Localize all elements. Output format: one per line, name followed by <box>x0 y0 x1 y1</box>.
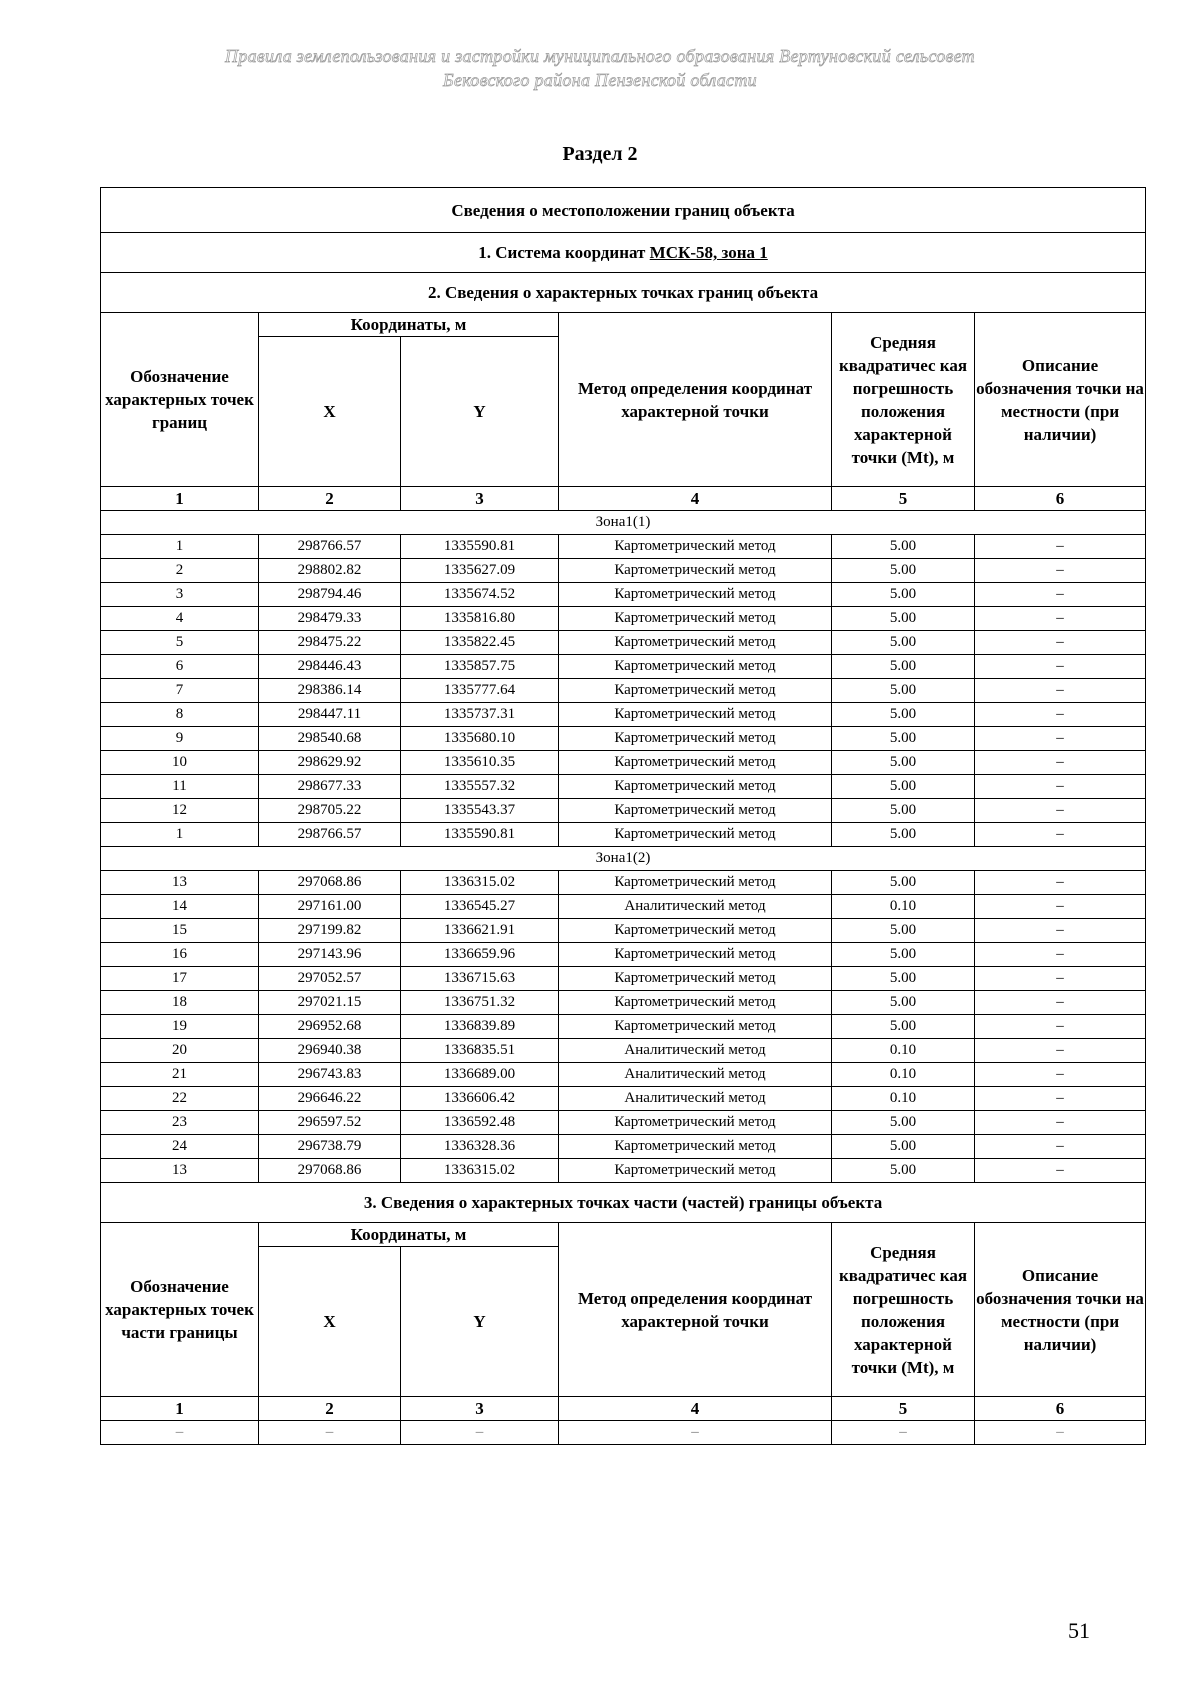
point-number: 2 <box>101 559 259 583</box>
coord-y: 1336315.02 <box>401 871 559 895</box>
method: Картометрический метод <box>559 751 832 775</box>
error-mt: 5.00 <box>832 967 975 991</box>
description: – <box>975 559 1146 583</box>
part-header-designation: Обозначение характерных точек части границы <box>101 1223 259 1397</box>
section-2-title: 2. Сведения о характерных точках границ объекта <box>101 273 1146 313</box>
coord-y: 1335777.64 <box>401 679 559 703</box>
description: – <box>975 1111 1146 1135</box>
table-row <box>101 607 1146 631</box>
description: – <box>975 1087 1146 1111</box>
coord-x: 296952.68 <box>259 1015 401 1039</box>
point-number: 16 <box>101 943 259 967</box>
coord-x: 298794.46 <box>259 583 401 607</box>
point-number: 3 <box>101 583 259 607</box>
table-row <box>101 1135 1146 1159</box>
method: Картометрический метод <box>559 559 832 583</box>
method: Картометрический метод <box>559 727 832 751</box>
coord-y: 1335590.81 <box>401 535 559 559</box>
coord-y: 1336621.91 <box>401 919 559 943</box>
column-number: 1 <box>101 1397 259 1421</box>
coord-y: 1335674.52 <box>401 583 559 607</box>
coord-x: 298475.22 <box>259 631 401 655</box>
error-mt: 5.00 <box>832 823 975 847</box>
table-row <box>101 655 1146 679</box>
table-row <box>101 679 1146 703</box>
header-coordinates: Координаты, м <box>259 313 559 337</box>
point-number: 7 <box>101 679 259 703</box>
point-number: 1 <box>101 535 259 559</box>
description: – <box>975 1063 1146 1087</box>
method: Картометрический метод <box>559 799 832 823</box>
error-mt: 5.00 <box>832 1015 975 1039</box>
part-column-number-row <box>101 1397 1146 1421</box>
method: Аналитический метод <box>559 1063 832 1087</box>
error-mt: 5.00 <box>832 943 975 967</box>
description: – <box>975 775 1146 799</box>
error-mt: 5.00 <box>832 1111 975 1135</box>
error-mt: 0.10 <box>832 895 975 919</box>
zone-name: Зона1(2) <box>101 847 1146 871</box>
method: – <box>559 1421 832 1445</box>
method: Картометрический метод <box>559 991 832 1015</box>
method: Картометрический метод <box>559 1111 832 1135</box>
error-mt: 5.00 <box>832 1159 975 1183</box>
boundary-table <box>100 187 1146 1445</box>
table-row <box>101 1159 1146 1183</box>
error-mt: 5.00 <box>832 919 975 943</box>
coord-y: 1336328.36 <box>401 1135 559 1159</box>
method: Аналитический метод <box>559 1039 832 1063</box>
point-number: 24 <box>101 1135 259 1159</box>
description: – <box>975 967 1146 991</box>
coord-y: 1336715.63 <box>401 967 559 991</box>
description: – <box>975 919 1146 943</box>
coord-x: 298540.68 <box>259 727 401 751</box>
error-mt: 5.00 <box>832 631 975 655</box>
coord-x: 297199.82 <box>259 919 401 943</box>
point-number: 15 <box>101 919 259 943</box>
table-row <box>101 1111 1146 1135</box>
part-header-description: Описание обозначения точки на местности (при наличии) <box>975 1223 1146 1397</box>
coord-x: 297021.15 <box>259 991 401 1015</box>
method: Аналитический метод <box>559 895 832 919</box>
table-row <box>101 775 1146 799</box>
coord-y: 1336839.89 <box>401 1015 559 1039</box>
coord-x: 297068.86 <box>259 871 401 895</box>
table-row <box>101 1063 1146 1087</box>
table-row <box>101 559 1146 583</box>
method: Картометрический метод <box>559 775 832 799</box>
table-row <box>101 871 1146 895</box>
point-number: 13 <box>101 871 259 895</box>
coord-y: 1336835.51 <box>401 1039 559 1063</box>
table-row <box>101 631 1146 655</box>
column-number: 1 <box>101 487 259 511</box>
coord-system-value: МСК-58, зона 1 <box>649 243 768 262</box>
header-method: Метод определения координат характерной точки <box>559 313 832 487</box>
error-mt: 5.00 <box>832 607 975 631</box>
header-line-2: Бековского района Пензенской области <box>443 70 757 90</box>
point-number: 21 <box>101 1063 259 1087</box>
point-number: 8 <box>101 703 259 727</box>
coord-system-row <box>101 233 1146 273</box>
coord-y: – <box>401 1421 559 1445</box>
header-designation: Обозначение характерных точек границ <box>101 313 259 487</box>
method: Картометрический метод <box>559 655 832 679</box>
part-header-error: Средняя квадратичес кая погрешность положения характерной точки (Mt), м <box>832 1223 975 1397</box>
header-x: X <box>259 337 401 487</box>
coord-x: 296738.79 <box>259 1135 401 1159</box>
part-header-y: Y <box>401 1247 559 1397</box>
description: – <box>975 1159 1146 1183</box>
error-mt: 5.00 <box>832 583 975 607</box>
zone-name: Зона1(1) <box>101 511 1146 535</box>
part-header-row-1 <box>101 1223 1146 1247</box>
description: – <box>975 751 1146 775</box>
point-number: 4 <box>101 607 259 631</box>
point-number: 13 <box>101 1159 259 1183</box>
table-row <box>101 799 1146 823</box>
description: – <box>975 631 1146 655</box>
coord-x: 297068.86 <box>259 1159 401 1183</box>
description: – <box>975 703 1146 727</box>
description: – <box>975 823 1146 847</box>
table-row <box>101 991 1146 1015</box>
description: – <box>975 727 1146 751</box>
column-number-row <box>101 487 1146 511</box>
description: – <box>975 991 1146 1015</box>
coord-x: 296743.83 <box>259 1063 401 1087</box>
method: Картометрический метод <box>559 967 832 991</box>
coord-y: 1335590.81 <box>401 823 559 847</box>
description: – <box>975 655 1146 679</box>
column-number: 3 <box>401 487 559 511</box>
error-mt: 5.00 <box>832 775 975 799</box>
coord-y: 1336315.02 <box>401 1159 559 1183</box>
coord-y: 1335680.10 <box>401 727 559 751</box>
zone-row <box>101 511 1146 535</box>
description: – <box>975 679 1146 703</box>
coord-y: 1335610.35 <box>401 751 559 775</box>
error-mt: 5.00 <box>832 535 975 559</box>
table-row <box>101 895 1146 919</box>
coord-y: 1335543.37 <box>401 799 559 823</box>
coord-y: 1336689.00 <box>401 1063 559 1087</box>
coord-y: 1335822.45 <box>401 631 559 655</box>
column-number: 4 <box>559 487 832 511</box>
section-title: Раздел 2 <box>562 143 638 165</box>
coord-x: 297052.57 <box>259 967 401 991</box>
method: Картометрический метод <box>559 703 832 727</box>
coord-x: 297143.96 <box>259 943 401 967</box>
table-row <box>101 943 1146 967</box>
table-row <box>101 823 1146 847</box>
point-number: 22 <box>101 1087 259 1111</box>
coord-x: 296597.52 <box>259 1111 401 1135</box>
coord-system-prefix: 1. Система координат <box>478 243 650 262</box>
error-mt: 5.00 <box>832 679 975 703</box>
method: Картометрический метод <box>559 1015 832 1039</box>
coord-x: 298446.43 <box>259 655 401 679</box>
table-row <box>101 919 1146 943</box>
column-number: 5 <box>832 1397 975 1421</box>
column-number: 6 <box>975 1397 1146 1421</box>
point-number: 20 <box>101 1039 259 1063</box>
header-error: Средняя квадратичес кая погрешность положения характерной точки (Mt), м <box>832 313 975 487</box>
table-row <box>101 583 1146 607</box>
column-number: 6 <box>975 487 1146 511</box>
method: Аналитический метод <box>559 1087 832 1111</box>
error-mt: – <box>832 1421 975 1445</box>
table-row <box>101 1015 1146 1039</box>
method: Картометрический метод <box>559 535 832 559</box>
header-y: Y <box>401 337 559 487</box>
coord-x: 298705.22 <box>259 799 401 823</box>
method: Картометрический метод <box>559 607 832 631</box>
method: Картометрический метод <box>559 919 832 943</box>
error-mt: 5.00 <box>832 727 975 751</box>
method: Картометрический метод <box>559 823 832 847</box>
point-number: 23 <box>101 1111 259 1135</box>
coord-x: 298629.92 <box>259 751 401 775</box>
coord-y: 1336659.96 <box>401 943 559 967</box>
description: – <box>975 943 1146 967</box>
description: – <box>975 1135 1146 1159</box>
error-mt: 0.10 <box>832 1039 975 1063</box>
coord-x: 298677.33 <box>259 775 401 799</box>
coord-y: 1336592.48 <box>401 1111 559 1135</box>
coord-x: 297161.00 <box>259 895 401 919</box>
description: – <box>975 1421 1146 1445</box>
description: – <box>975 1015 1146 1039</box>
table-row <box>101 1039 1146 1063</box>
coord-y: 1335737.31 <box>401 703 559 727</box>
table-row <box>101 1087 1146 1111</box>
description: – <box>975 583 1146 607</box>
coord-y: 1336606.42 <box>401 1087 559 1111</box>
coord-x: 298479.33 <box>259 607 401 631</box>
coord-x: 296646.22 <box>259 1087 401 1111</box>
point-number: 12 <box>101 799 259 823</box>
point-number: 10 <box>101 751 259 775</box>
part-table-row <box>101 1421 1146 1445</box>
section-2-title-row <box>101 273 1146 313</box>
coord-x: 298386.14 <box>259 679 401 703</box>
error-mt: 5.00 <box>832 655 975 679</box>
coord-x: 298802.82 <box>259 559 401 583</box>
description: – <box>975 1039 1146 1063</box>
coord-y: 1336751.32 <box>401 991 559 1015</box>
method: Картометрический метод <box>559 631 832 655</box>
point-number: – <box>101 1421 259 1445</box>
header-row-1 <box>101 313 1146 337</box>
table-row <box>101 967 1146 991</box>
description: – <box>975 895 1146 919</box>
point-number: 5 <box>101 631 259 655</box>
method: Картометрический метод <box>559 679 832 703</box>
part-header-method: Метод определения координат характерной точки <box>559 1223 832 1397</box>
error-mt: 0.10 <box>832 1063 975 1087</box>
section-3-title-row <box>101 1183 1146 1223</box>
coord-y: 1335857.75 <box>401 655 559 679</box>
table-row <box>101 703 1146 727</box>
block-title: Сведения о местоположении границ объекта <box>101 188 1146 233</box>
coord-y: 1335557.32 <box>401 775 559 799</box>
error-mt: 5.00 <box>832 1135 975 1159</box>
coord-y: 1335627.09 <box>401 559 559 583</box>
part-header-coordinates: Координаты, м <box>259 1223 559 1247</box>
block-title-row <box>101 188 1146 233</box>
error-mt: 5.00 <box>832 799 975 823</box>
error-mt: 0.10 <box>832 1087 975 1111</box>
point-number: 19 <box>101 1015 259 1039</box>
description: – <box>975 535 1146 559</box>
table-row <box>101 751 1146 775</box>
error-mt: 5.00 <box>832 703 975 727</box>
coord-x: 298447.11 <box>259 703 401 727</box>
description: – <box>975 871 1146 895</box>
point-number: 18 <box>101 991 259 1015</box>
column-number: 3 <box>401 1397 559 1421</box>
column-number: 2 <box>259 487 401 511</box>
description: – <box>975 607 1146 631</box>
error-mt: 5.00 <box>832 559 975 583</box>
point-number: 1 <box>101 823 259 847</box>
method: Картометрический метод <box>559 1135 832 1159</box>
coord-system <box>101 233 1146 273</box>
coord-x: 298766.57 <box>259 823 401 847</box>
header-line-1: Правила землепользования и застройки муниципального образования Вертуновский сельсовет <box>225 46 975 66</box>
coord-y: 1336545.27 <box>401 895 559 919</box>
method: Картометрический метод <box>559 943 832 967</box>
column-number: 5 <box>832 487 975 511</box>
part-header-x: X <box>259 1247 401 1397</box>
error-mt: 5.00 <box>832 991 975 1015</box>
error-mt: 5.00 <box>832 871 975 895</box>
point-number: 6 <box>101 655 259 679</box>
method: Картометрический метод <box>559 1159 832 1183</box>
table-row <box>101 727 1146 751</box>
zone-row <box>101 847 1146 871</box>
document-running-header <box>0 44 1200 92</box>
method: Картометрический метод <box>559 583 832 607</box>
error-mt: 5.00 <box>832 751 975 775</box>
method: Картометрический метод <box>559 871 832 895</box>
page-number: 51 <box>1068 1618 1090 1643</box>
coord-x: – <box>259 1421 401 1445</box>
column-number: 2 <box>259 1397 401 1421</box>
header-description: Описание обозначения точки на местности (при наличии) <box>975 313 1146 487</box>
coord-y: 1335816.80 <box>401 607 559 631</box>
description: – <box>975 799 1146 823</box>
point-number: 11 <box>101 775 259 799</box>
section-3-title: 3. Сведения о характерных точках части (частей) границы объекта <box>101 1183 1146 1223</box>
point-number: 17 <box>101 967 259 991</box>
table-row <box>101 535 1146 559</box>
column-number: 4 <box>559 1397 832 1421</box>
coord-x: 298766.57 <box>259 535 401 559</box>
point-number: 9 <box>101 727 259 751</box>
coord-x: 296940.38 <box>259 1039 401 1063</box>
point-number: 14 <box>101 895 259 919</box>
